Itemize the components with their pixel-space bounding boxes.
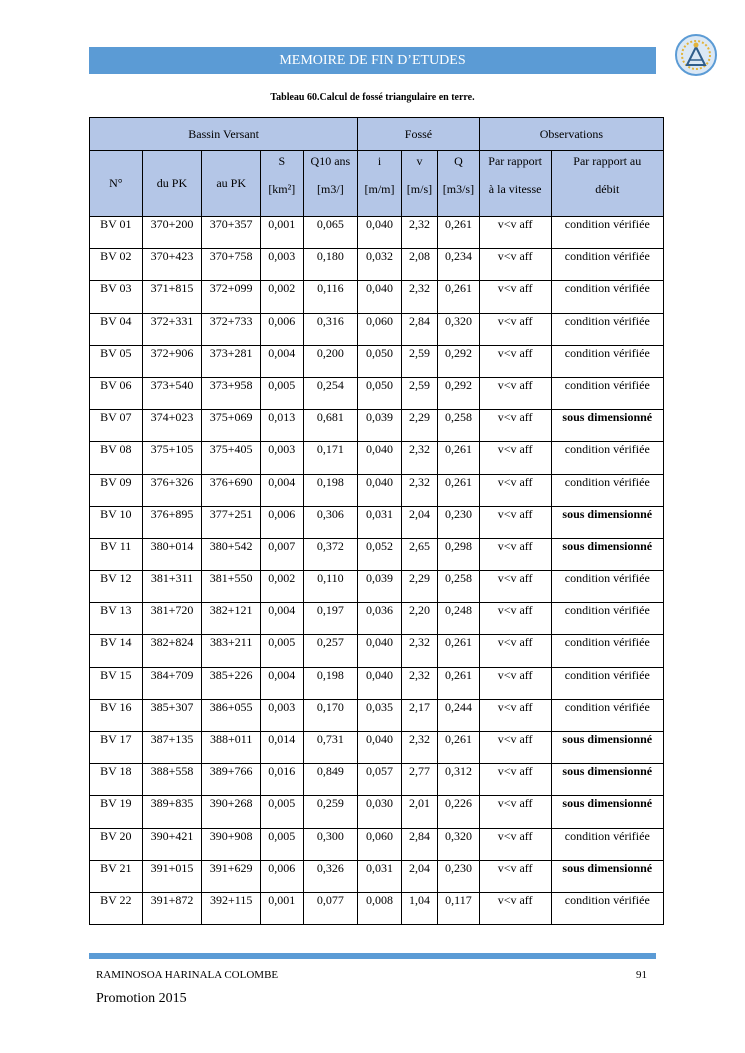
cell-du: 391+015	[142, 860, 202, 892]
cell-q: 0,320	[438, 313, 480, 345]
cell-q10: 0,326	[303, 860, 358, 892]
cell-obs-d: condition vérifiée	[551, 571, 663, 603]
cell-obs-d: sous dimensionné	[551, 764, 663, 796]
cell-obs-d: sous dimensionné	[551, 506, 663, 538]
cell-no: BV 18	[90, 764, 143, 796]
cell-au: 390+908	[202, 828, 261, 860]
cell-s: 0,005	[261, 635, 304, 667]
col-header-obs-debit-l1: Par rapport au	[573, 154, 642, 168]
cell-q10: 0,306	[303, 506, 358, 538]
table-row	[90, 667, 664, 699]
group-header-observations: Observations	[479, 118, 663, 151]
table-row	[90, 345, 664, 377]
table-row	[90, 281, 664, 313]
cell-obs-v: v<v aff	[479, 796, 551, 828]
cell-q10: 0,849	[303, 764, 358, 796]
cell-s: 0,016	[261, 764, 304, 796]
cell-q: 0,234	[438, 249, 480, 281]
cell-au: 391+629	[202, 860, 261, 892]
cell-du: 382+824	[142, 635, 202, 667]
cell-du: 374+023	[142, 410, 202, 442]
cell-obs-v: v<v aff	[479, 667, 551, 699]
col-header-s-unit: [km²]	[268, 182, 296, 196]
cell-no: BV 14	[90, 635, 143, 667]
cell-q10: 0,731	[303, 732, 358, 764]
table-row	[90, 474, 664, 506]
cell-i: 0,040	[358, 217, 402, 249]
cell-i: 0,040	[358, 474, 402, 506]
col-header-du-pk: du PK	[142, 151, 202, 217]
cell-obs-v: v<v aff	[479, 860, 551, 892]
cell-obs-v: v<v aff	[479, 249, 551, 281]
cell-q10: 0,259	[303, 796, 358, 828]
cell-obs-v: v<v aff	[479, 377, 551, 409]
table-row	[90, 249, 664, 281]
cell-s: 0,006	[261, 506, 304, 538]
cell-s: 0,006	[261, 313, 304, 345]
group-header-fosse: Fossé	[358, 118, 479, 151]
col-header-v-name: v	[416, 154, 423, 168]
cell-obs-d: condition vérifiée	[551, 345, 663, 377]
cell-du: 388+558	[142, 764, 202, 796]
table-row	[90, 571, 664, 603]
cell-obs-v: v<v aff	[479, 538, 551, 570]
col-header-au-pk: au PK	[202, 151, 261, 217]
cell-au: 373+958	[202, 377, 261, 409]
cell-v: 2,20	[401, 603, 437, 635]
cell-s: 0,003	[261, 249, 304, 281]
cell-du: 380+014	[142, 538, 202, 570]
cell-obs-d: sous dimensionné	[551, 732, 663, 764]
cell-no: BV 09	[90, 474, 143, 506]
cell-q: 0,258	[438, 571, 480, 603]
cell-s: 0,003	[261, 442, 304, 474]
col-header-q10-name: Q10 ans	[310, 154, 351, 168]
cell-obs-v: v<v aff	[479, 892, 551, 924]
cell-obs-d: condition vérifiée	[551, 313, 663, 345]
col-header-i-name: i	[377, 154, 382, 168]
cell-du: 370+423	[142, 249, 202, 281]
table-row	[90, 410, 664, 442]
cell-obs-v: v<v aff	[479, 699, 551, 731]
cell-du: 376+326	[142, 474, 202, 506]
cell-au: 386+055	[202, 699, 261, 731]
cell-q: 0,230	[438, 860, 480, 892]
cell-v: 2,65	[401, 538, 437, 570]
cell-q10: 0,171	[303, 442, 358, 474]
cell-no: BV 12	[90, 571, 143, 603]
cell-i: 0,040	[358, 667, 402, 699]
cell-obs-v: v<v aff	[479, 217, 551, 249]
col-header-obs-vitesse	[479, 151, 551, 217]
cell-no: BV 03	[90, 281, 143, 313]
cell-obs-d: condition vérifiée	[551, 474, 663, 506]
table-row	[90, 892, 664, 924]
cell-v: 2,84	[401, 828, 437, 860]
cell-du: 381+311	[142, 571, 202, 603]
cell-q10: 0,065	[303, 217, 358, 249]
cell-du: 375+105	[142, 442, 202, 474]
table-row	[90, 313, 664, 345]
cell-s: 0,013	[261, 410, 304, 442]
cell-s: 0,004	[261, 474, 304, 506]
cell-du: 372+331	[142, 313, 202, 345]
cell-s: 0,001	[261, 217, 304, 249]
cell-obs-d: condition vérifiée	[551, 892, 663, 924]
cell-v: 2,04	[401, 506, 437, 538]
cell-s: 0,005	[261, 377, 304, 409]
col-header-q	[438, 151, 480, 217]
cell-no: BV 13	[90, 603, 143, 635]
table-row	[90, 217, 664, 249]
cell-v: 2,84	[401, 313, 437, 345]
table-row	[90, 732, 664, 764]
cell-q: 0,244	[438, 699, 480, 731]
col-header-i-unit: [m/m]	[364, 182, 395, 196]
cell-q10: 0,254	[303, 377, 358, 409]
table-row	[90, 699, 664, 731]
cell-q: 0,117	[438, 892, 480, 924]
col-header-s-name: S	[278, 154, 286, 168]
cell-no: BV 07	[90, 410, 143, 442]
cell-q: 0,312	[438, 764, 480, 796]
page-number: 91	[636, 969, 647, 981]
cell-au: 376+690	[202, 474, 261, 506]
cell-au: 389+766	[202, 764, 261, 796]
cell-v: 2,59	[401, 345, 437, 377]
cell-no: BV 06	[90, 377, 143, 409]
table-row	[90, 796, 664, 828]
cell-q10: 0,316	[303, 313, 358, 345]
table-caption: Tableau 60.Calcul de fossé triangulaire en terre.	[270, 92, 475, 103]
cell-du: 384+709	[142, 667, 202, 699]
cell-i: 0,050	[358, 377, 402, 409]
cell-v: 2,01	[401, 796, 437, 828]
cell-q: 0,261	[438, 217, 480, 249]
cell-s: 0,003	[261, 699, 304, 731]
table-row	[90, 764, 664, 796]
cell-q10: 0,077	[303, 892, 358, 924]
cell-no: BV 11	[90, 538, 143, 570]
cell-i: 0,057	[358, 764, 402, 796]
cell-obs-d: condition vérifiée	[551, 377, 663, 409]
cell-q10: 0,110	[303, 571, 358, 603]
cell-no: BV 22	[90, 892, 143, 924]
cell-au: 370+758	[202, 249, 261, 281]
cell-au: 370+357	[202, 217, 261, 249]
group-header-bassin-versant: Bassin Versant	[90, 118, 358, 151]
cell-q10: 0,170	[303, 699, 358, 731]
cell-s: 0,004	[261, 345, 304, 377]
document-title: MEMOIRE DE FIN D’ETUDES	[279, 53, 466, 68]
cell-v: 2,04	[401, 860, 437, 892]
cell-obs-v: v<v aff	[479, 410, 551, 442]
cell-au: 383+211	[202, 635, 261, 667]
cell-no: BV 17	[90, 732, 143, 764]
cell-obs-v: v<v aff	[479, 571, 551, 603]
cell-obs-v: v<v aff	[479, 603, 551, 635]
cell-q: 0,261	[438, 732, 480, 764]
cell-du: 376+895	[142, 506, 202, 538]
cell-i: 0,030	[358, 796, 402, 828]
cell-au: 375+405	[202, 442, 261, 474]
col-header-i	[358, 151, 402, 217]
col-header-q10	[303, 151, 358, 217]
cell-au: 373+281	[202, 345, 261, 377]
footer-bar	[89, 953, 656, 959]
cell-q: 0,261	[438, 635, 480, 667]
cell-obs-v: v<v aff	[479, 474, 551, 506]
cell-v: 2,32	[401, 217, 437, 249]
cell-au: 382+121	[202, 603, 261, 635]
cell-s: 0,005	[261, 796, 304, 828]
cell-q: 0,320	[438, 828, 480, 860]
cell-i: 0,052	[358, 538, 402, 570]
cell-obs-v: v<v aff	[479, 635, 551, 667]
table-row	[90, 538, 664, 570]
cell-i: 0,039	[358, 410, 402, 442]
cell-obs-d: condition vérifiée	[551, 828, 663, 860]
cell-i: 0,035	[358, 699, 402, 731]
cell-v: 2,29	[401, 571, 437, 603]
cell-du: 389+835	[142, 796, 202, 828]
col-header-obs-debit-l2: débit	[595, 182, 620, 196]
cell-obs-v: v<v aff	[479, 313, 551, 345]
cell-no: BV 05	[90, 345, 143, 377]
cell-du: 387+135	[142, 732, 202, 764]
table-row	[90, 377, 664, 409]
cell-s: 0,006	[261, 860, 304, 892]
cell-v: 2,29	[401, 410, 437, 442]
cell-i: 0,060	[358, 828, 402, 860]
cell-du: 385+307	[142, 699, 202, 731]
col-header-obs-debit	[551, 151, 663, 217]
cell-no: BV 19	[90, 796, 143, 828]
cell-s: 0,004	[261, 603, 304, 635]
cell-v: 2,32	[401, 635, 437, 667]
table-row	[90, 860, 664, 892]
cell-i: 0,060	[358, 313, 402, 345]
cell-no: BV 15	[90, 667, 143, 699]
cell-i: 0,032	[358, 249, 402, 281]
cell-obs-d: condition vérifiée	[551, 249, 663, 281]
cell-q: 0,261	[438, 474, 480, 506]
cell-no: BV 21	[90, 860, 143, 892]
cell-no: BV 04	[90, 313, 143, 345]
table-row	[90, 506, 664, 538]
cell-s: 0,002	[261, 571, 304, 603]
cell-v: 2,32	[401, 667, 437, 699]
col-header-q-name: Q	[454, 154, 463, 168]
cell-au: 377+251	[202, 506, 261, 538]
cell-s: 0,004	[261, 667, 304, 699]
cell-q: 0,230	[438, 506, 480, 538]
cell-obs-v: v<v aff	[479, 764, 551, 796]
cell-obs-d: sous dimensionné	[551, 410, 663, 442]
cell-q: 0,261	[438, 281, 480, 313]
cell-no: BV 02	[90, 249, 143, 281]
cell-du: 372+906	[142, 345, 202, 377]
cell-au: 372+733	[202, 313, 261, 345]
cell-au: 380+542	[202, 538, 261, 570]
cell-du: 381+720	[142, 603, 202, 635]
cell-du: 373+540	[142, 377, 202, 409]
cell-q10: 0,681	[303, 410, 358, 442]
cell-q10: 0,198	[303, 474, 358, 506]
cell-i: 0,040	[358, 732, 402, 764]
cell-v: 2,32	[401, 474, 437, 506]
cell-no: BV 01	[90, 217, 143, 249]
cell-i: 0,036	[358, 603, 402, 635]
cell-au: 375+069	[202, 410, 261, 442]
cell-no: BV 10	[90, 506, 143, 538]
col-header-obs-vitesse-l1: Par rapport	[488, 154, 542, 168]
cell-s: 0,007	[261, 538, 304, 570]
cell-obs-d: condition vérifiée	[551, 442, 663, 474]
cell-q10: 0,372	[303, 538, 358, 570]
cell-q10: 0,300	[303, 828, 358, 860]
cell-au: 392+115	[202, 892, 261, 924]
cell-q10: 0,180	[303, 249, 358, 281]
cell-q: 0,226	[438, 796, 480, 828]
footer-author: RAMINOSOA HARINALA COLOMBE	[96, 969, 279, 981]
cell-obs-d: condition vérifiée	[551, 217, 663, 249]
footer-promotion: Promotion 2015	[96, 991, 187, 1006]
cell-obs-d: sous dimensionné	[551, 860, 663, 892]
cell-i: 0,040	[358, 635, 402, 667]
cell-v: 2,77	[401, 764, 437, 796]
cell-q: 0,258	[438, 410, 480, 442]
cell-obs-v: v<v aff	[479, 281, 551, 313]
cell-obs-v: v<v aff	[479, 345, 551, 377]
cell-q10: 0,198	[303, 667, 358, 699]
col-header-q-unit: [m3/s]	[442, 182, 475, 196]
cell-s: 0,002	[261, 281, 304, 313]
cell-obs-v: v<v aff	[479, 442, 551, 474]
cell-obs-d: condition vérifiée	[551, 281, 663, 313]
cell-obs-d: condition vérifiée	[551, 699, 663, 731]
cell-v: 2,32	[401, 281, 437, 313]
cell-q10: 0,200	[303, 345, 358, 377]
col-header-v	[401, 151, 437, 217]
cell-du: 371+815	[142, 281, 202, 313]
cell-obs-d: sous dimensionné	[551, 796, 663, 828]
cell-s: 0,005	[261, 828, 304, 860]
cell-i: 0,031	[358, 860, 402, 892]
cell-i: 0,039	[358, 571, 402, 603]
cell-q: 0,298	[438, 538, 480, 570]
institution-logo-icon	[674, 33, 718, 77]
cell-au: 381+550	[202, 571, 261, 603]
cell-i: 0,040	[358, 281, 402, 313]
col-header-s	[261, 151, 304, 217]
cell-no: BV 08	[90, 442, 143, 474]
cell-du: 370+200	[142, 217, 202, 249]
col-header-v-unit: [m/s]	[406, 182, 433, 196]
cell-no: BV 16	[90, 699, 143, 731]
ditch-calculation-table	[89, 117, 664, 925]
cell-v: 2,17	[401, 699, 437, 731]
cell-v: 2,59	[401, 377, 437, 409]
cell-q10: 0,197	[303, 603, 358, 635]
cell-au: 390+268	[202, 796, 261, 828]
cell-i: 0,050	[358, 345, 402, 377]
table-body	[90, 217, 664, 925]
cell-obs-d: condition vérifiée	[551, 603, 663, 635]
cell-v: 2,08	[401, 249, 437, 281]
table-row	[90, 635, 664, 667]
cell-no: BV 20	[90, 828, 143, 860]
cell-du: 390+421	[142, 828, 202, 860]
col-header-no: N°	[90, 151, 143, 217]
cell-obs-d: sous dimensionné	[551, 538, 663, 570]
cell-v: 1,04	[401, 892, 437, 924]
cell-i: 0,031	[358, 506, 402, 538]
cell-obs-d: condition vérifiée	[551, 635, 663, 667]
cell-obs-v: v<v aff	[479, 732, 551, 764]
cell-q: 0,292	[438, 345, 480, 377]
cell-v: 2,32	[401, 442, 437, 474]
cell-s: 0,014	[261, 732, 304, 764]
cell-q10: 0,116	[303, 281, 358, 313]
cell-obs-v: v<v aff	[479, 828, 551, 860]
cell-q: 0,248	[438, 603, 480, 635]
cell-obs-d: condition vérifiée	[551, 667, 663, 699]
cell-au: 388+011	[202, 732, 261, 764]
cell-q10: 0,257	[303, 635, 358, 667]
cell-du: 391+872	[142, 892, 202, 924]
cell-au: 372+099	[202, 281, 261, 313]
header-bar	[89, 47, 656, 74]
cell-i: 0,040	[358, 442, 402, 474]
cell-s: 0,001	[261, 892, 304, 924]
cell-au: 385+226	[202, 667, 261, 699]
col-header-q10-unit: [m3/]	[317, 182, 344, 196]
cell-q: 0,261	[438, 442, 480, 474]
cell-v: 2,32	[401, 732, 437, 764]
table-row	[90, 442, 664, 474]
cell-i: 0,008	[358, 892, 402, 924]
cell-obs-v: v<v aff	[479, 506, 551, 538]
cell-q: 0,261	[438, 667, 480, 699]
table-row	[90, 828, 664, 860]
cell-q: 0,292	[438, 377, 480, 409]
col-header-obs-vitesse-l2: à la vitesse	[488, 182, 542, 196]
table-row	[90, 603, 664, 635]
